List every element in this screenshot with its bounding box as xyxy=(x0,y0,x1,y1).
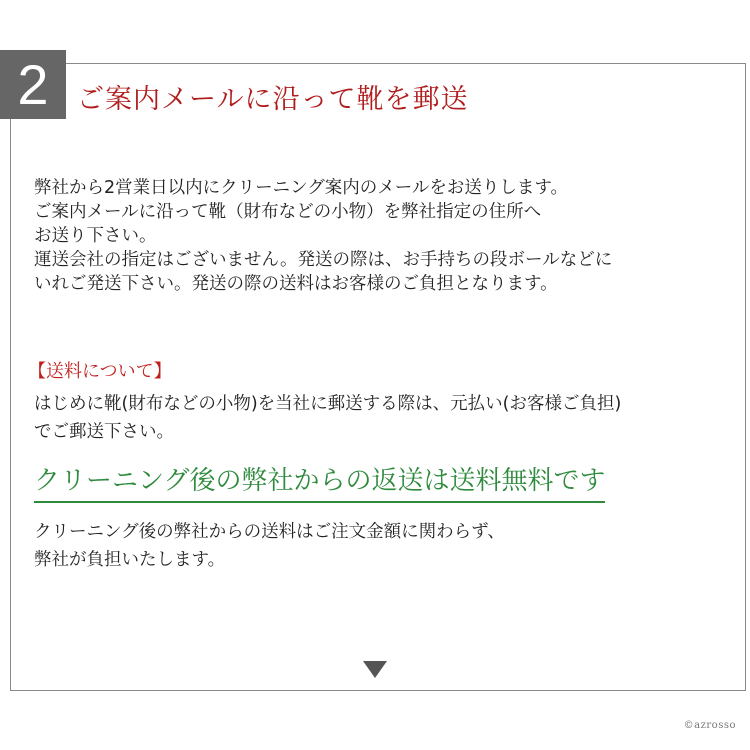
free-return-heading: クリーニング後の弊社からの返送は送料無料です xyxy=(34,463,605,503)
instructions-line: お送り下さい。 xyxy=(34,226,157,246)
instructions-line: いれご発送下さい。発送の際の送料はお客様のご負担となります。 xyxy=(34,274,558,294)
instructions-line: 弊社から2営業日以内にクリーニング案内のメールをお送りします。 xyxy=(34,178,569,198)
free-return-line: クリーニング後の弊社からの送料はご注文金額に関わらず、 xyxy=(34,522,505,542)
free-return-text xyxy=(34,518,724,574)
shipping-fee-line: でご郵送下さい。 xyxy=(34,422,174,442)
free-return-line: 弊社が負担いたします。 xyxy=(34,550,226,570)
shipping-fee-heading: 【送料について】 xyxy=(28,361,172,382)
step-number-badge xyxy=(0,50,66,119)
instructions-line: ご案内メールに沿って靴（財布などの小物）を弊社指定の住所へ xyxy=(34,202,542,222)
shipping-fee-text xyxy=(34,390,724,446)
shipping-fee-line: はじめに靴(財布などの小物)を当社に郵送する際は、元払い(お客様ご負担) xyxy=(34,394,622,414)
down-arrow-icon xyxy=(363,661,387,678)
section-heading: ご案内メールに沿って靴を郵送 xyxy=(77,84,469,115)
instructions-line: 運送会社の指定はございません。発送の際は、お手持ちの段ボールなどに xyxy=(34,250,613,270)
step-number: 2 xyxy=(17,52,49,116)
copyright-text: ©azrosso xyxy=(683,720,736,731)
instructions-text xyxy=(34,176,724,296)
